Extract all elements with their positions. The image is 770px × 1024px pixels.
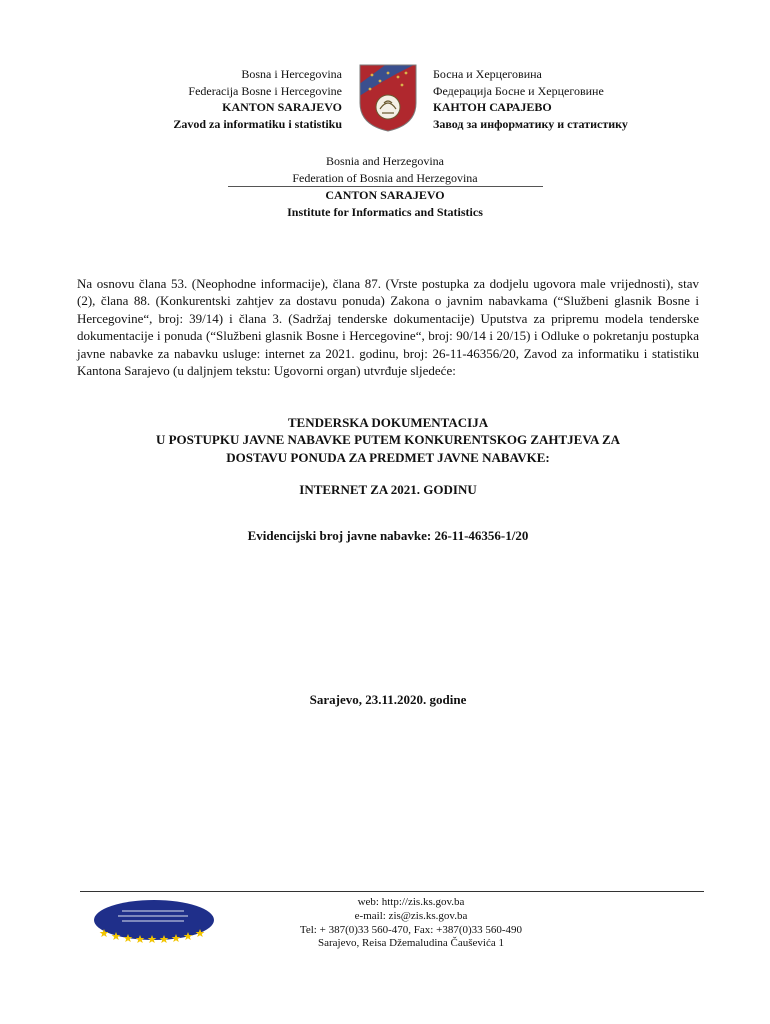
place-and-date: Sarajevo, 23.11.2020. godine: [309, 692, 467, 707]
coat-of-arms-icon: [358, 63, 418, 133]
header-right-block: [433, 66, 733, 132]
header-english-federation: Federation of Bosnia and Herzegovina: [292, 170, 478, 185]
evidence-number: Evidencijski broj javne nabavke: 26-11-46356-1/20: [247, 528, 529, 543]
eu-stars-emblem-icon: [92, 898, 216, 946]
footer-phone: Tel: + 387(0)33 560-470, Fax: +387(0)33 560-490: [299, 923, 523, 936]
header-english-country: Bosnia and Herzegovina: [326, 154, 444, 168]
intro-paragraph: Na osnovu člana 53. (Neophodne informacije), člana 87. (Vrste postupka za dodjelu ugovora male vrijednosti), stav (2), člana 88. (Konkurentski zahtjev za dostavu ponuda) Zakona o javnim nabavkama (“Službeni glasnik Bosne i Hercegovine“, broj: 39/14) i člana 3. (Sadržaj tenderske dokumentacije) Uputstva za pripremu modela tenderske dokumentacije i ponuda (“Službeni glasnik Bosne i Hercegovine“, broj: 90/14 i 20/15) i Odluke o pokretanju postupka javne nabavke za nabavku usluge: internet za 2021. godinu, broj: 26-11-46356/20, Zavod za informatiku i statistiku Kantona Sarajevo (u daljnjem tekstu: Ugovorni organ) utvrđuje sljedeće:: [77, 276, 699, 379]
footer-email: e-mail: zis@zis.ks.gov.ba: [354, 909, 468, 922]
header-left-federation: Federacija Bosne i Hercegovine: [188, 83, 342, 98]
footer-contact: [230, 896, 592, 951]
header-left-canton: KANTON SARAJEVO: [222, 100, 342, 114]
footer-address: Sarajevo, Reisa Džemaludina Čauševića 1: [317, 937, 505, 950]
header-left-country: Bosna i Hercegovina: [241, 67, 342, 81]
footer-divider: [80, 891, 704, 892]
header-english-canton: CANTON SARAJEVO: [325, 188, 445, 202]
footer-web: web: http://zis.ks.gov.ba: [357, 896, 465, 908]
header-right-canton: КАНТОН САРАЈЕВО: [433, 100, 552, 114]
header-english-institute: Institute for Informatics and Statistics: [287, 204, 483, 219]
header-left-block: [60, 66, 342, 132]
document-title-line-1: TENDERSKA DOKUMENTACIJA: [287, 415, 489, 430]
document-title-line-3: DOSTAVU PONUDA ZA PREDMET JAVNE NABAVKE:: [226, 449, 550, 465]
document-title: [77, 414, 699, 466]
header-right-country: Босна и Херцеговина: [433, 67, 542, 81]
procurement-subject: INTERNET ZA 2021. GODINU: [299, 482, 477, 497]
header-right-federation: Федерација Босне и Херцеговине: [433, 83, 604, 98]
header-left-institute: Zavod za informatiku i statistiku: [173, 116, 342, 131]
header-english-block: [200, 153, 570, 220]
header-right-institute: Завод за информатику и статистику: [433, 116, 628, 131]
document-title-line-2: U POSTUPKU JAVNE NABAVKE PUTEM KONKURENTSKOG ZAHTJEVA ZA: [155, 432, 621, 448]
